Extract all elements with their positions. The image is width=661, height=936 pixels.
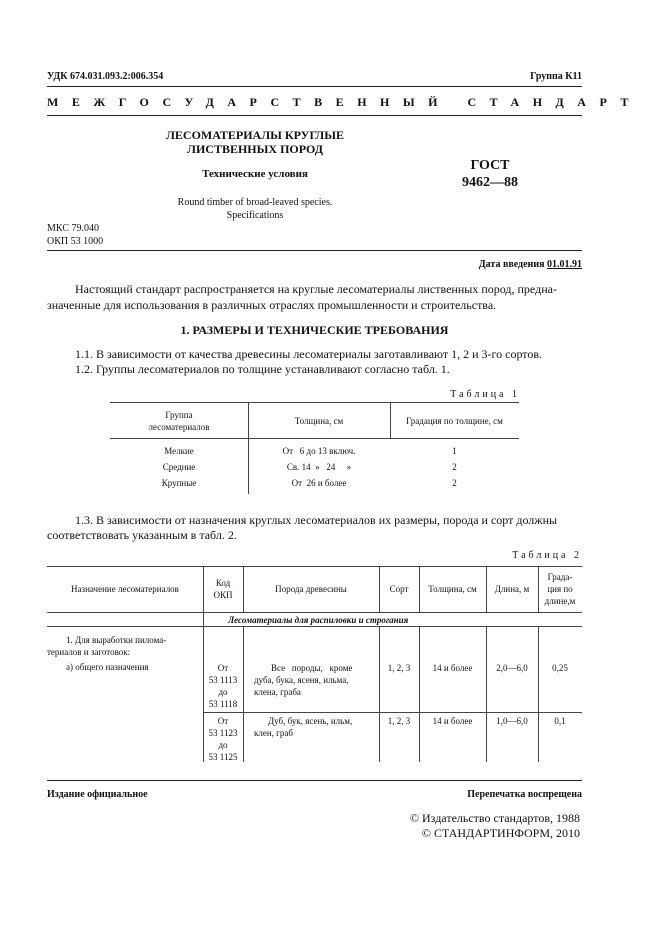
standard-type-heading: МЕЖГОСУДАРСТВЕННЫЙ СТАНДАРТ [47, 95, 642, 109]
table-2-row-1-gradation: 0,25 [552, 663, 568, 673]
gost-label: ГОСТ [470, 158, 510, 173]
table-2-caption: Таблица 2 [512, 550, 582, 561]
table-1-row-2-group: Средние [162, 462, 196, 472]
paragraph-1-2: 1.2. Группы лесоматериалов по толщине устанавливают согласно табл. 1. [75, 362, 450, 376]
table-1-row-2-thickness: Св. 14 » 24 » [286, 462, 352, 472]
table-2-row-2-code-2: 53 1123 [208, 728, 238, 738]
table-1-row-2-gradation: 2 [452, 462, 457, 472]
table-2-row-2-code-3: до [218, 740, 228, 750]
table-2-row-1-thickness: 14 и более [432, 663, 473, 673]
subtitle: Технические условия [202, 168, 308, 180]
english-title-1: Round timber of broad-leaved species. [177, 197, 333, 208]
table-2-row-2-gradation: 0,1 [554, 716, 566, 726]
edition-note: Издание официальное [47, 789, 148, 800]
table-2-row-2-thickness: 14 и более [432, 716, 473, 726]
table-2-row-1-code-1: От [217, 663, 229, 673]
table-2-row-1-species-1: Все породы, кроме [271, 663, 353, 673]
introduction-date-value: 01.01.91 [547, 259, 582, 270]
udk-code: УДК 674.031.093.2:006.354 [47, 71, 164, 82]
table-2-row-1-code-4: 53 1118 [208, 699, 238, 709]
group-code: Группа К11 [530, 71, 582, 82]
header-rule [47, 86, 582, 87]
table-1-header-group-2: лесоматериалов [148, 422, 210, 432]
paragraph-1-1: 1.1. В зависимости от качества древесины лесоматериалы заготавливают 1, 2 и 3-го сортов. [75, 347, 543, 361]
table-1-row-3-thickness: От 26 и более [291, 478, 347, 488]
copyright-1: © Издательство стандартов, 1988 [409, 811, 580, 825]
gost-number: 9462—88 [462, 175, 518, 190]
table-2-row-1-code-3: до [218, 687, 228, 697]
table-2-row-2-species-1: Дуб, бук, ясень, ильм, [268, 716, 353, 726]
table-2-item-1-line-2: териалов и заготовок: [47, 647, 131, 657]
table-2-row-2-length: 1,0—6,0 [496, 716, 528, 726]
section-1-heading: 1. РАЗМЕРЫ И ТЕХНИЧЕСКИЕ ТРЕБОВАНИЯ [180, 323, 449, 337]
footer-rule [47, 780, 582, 781]
okp-code: ОКП 53 1000 [47, 236, 104, 247]
paragraph-1-3-line-2: соответствовать указанным в табл. 2. [47, 528, 237, 542]
table-2-header-code: Код [215, 578, 231, 588]
table-1-row-3-gradation: 2 [452, 478, 457, 488]
copyright-2: © СТАНДАРТИНФОРМ, 2010 [421, 826, 580, 840]
table-2-row-2-species-2: клен, граб [254, 728, 293, 738]
table-1-row-1-thickness: От 6 до 13 включ. [282, 446, 356, 456]
table-2-header-thickness: Толщина, см [428, 584, 477, 594]
introduction-date [479, 259, 582, 270]
table-2-header-species: Порода древесины [275, 584, 347, 594]
table-2-header-gradation: Града- [547, 572, 573, 582]
table-2-header-gradation-3: длине,м [544, 596, 576, 606]
table-2-header-length: Длина, м [494, 584, 530, 594]
table-2-row-1-length: 2,0—6,0 [496, 663, 528, 673]
intro-paragraph-line-1: Настоящий стандарт распространяется на круглые лесоматериалы лиственных пород, предна- [75, 282, 557, 296]
table-2-item-1-line-1: 1. Для выработки пилома- [66, 635, 167, 645]
table-2-row-2-code-1: От [217, 716, 229, 726]
table-1-row-1-gradation: 1 [452, 446, 457, 456]
introduction-date-label: Дата введения [478, 259, 545, 270]
mks-code: МКС 79.040 [47, 223, 99, 234]
table-2-row-2-code-4: 53 1125 [208, 752, 238, 762]
title-line-1: ЛЕСОМАТЕРИАЛЫ КРУГЛЫЕ [165, 128, 345, 142]
english-title-2: Specifications [226, 210, 284, 221]
table-2-item-1a: а) общего назначения [66, 662, 149, 672]
table-2-header-purpose: Назначение лесоматериалов [71, 584, 179, 594]
paragraph-1-3-line-1: 1.3. В зависимости от назначения круглых лесоматериалов их размеры, порода и сорт должны [75, 513, 558, 527]
header-rule-2 [47, 115, 582, 116]
table-1-header-thickness: Толщина, см [294, 416, 344, 426]
intro-paragraph-line-2: значенные для использования в различных отраслях промышленности и строительства. [47, 298, 497, 312]
table-2-row-1-species-3: клена, граба [254, 687, 301, 697]
table-1-header-gradation: Градация по толщине, см [406, 416, 503, 426]
table-2-header-code-2: ОКП [213, 590, 233, 600]
table-1-header-group: Группа [165, 410, 193, 420]
table-1-row-3-group: Крупные [161, 478, 197, 488]
table-2-header-gradation-2: ция по [547, 584, 573, 594]
table-1-row-1-group: Мелкие [164, 446, 194, 456]
table-2-row-1-grade: 1, 2, 3 [387, 663, 411, 673]
table-1-caption: Таблица 1 [450, 389, 520, 400]
table-2-row-2-grade: 1, 2, 3 [387, 716, 411, 726]
reprint-note: Перепечатка воспрещена [467, 789, 582, 800]
table-2-section-title: Лесоматериалы для распиловки и строгания [228, 615, 409, 625]
table-2-row-1-species-2: дуба, бука, ясеня, ильма, [254, 675, 349, 685]
title-line-2: ЛИСТВЕННЫХ ПОРОД [187, 142, 323, 156]
table-2-header-grade: Сорт [389, 584, 409, 594]
title-rule [47, 250, 582, 251]
table-2-row-1-code-2: 53 1113 [208, 675, 238, 685]
